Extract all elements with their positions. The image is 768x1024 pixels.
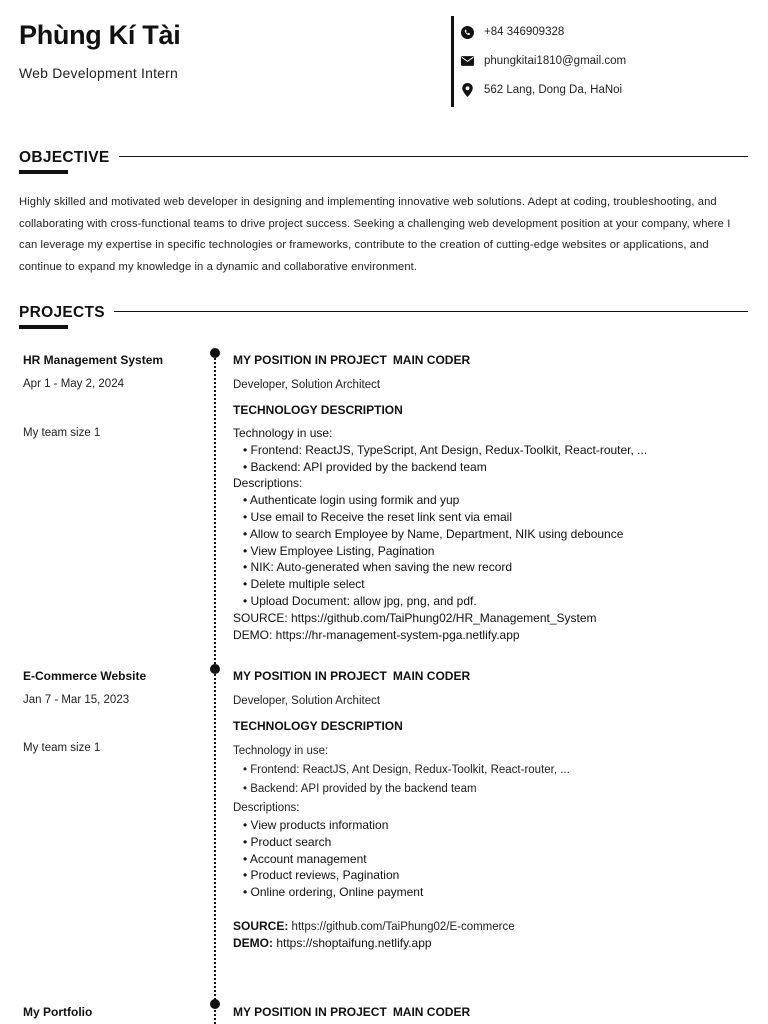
project-name: My Portfolio <box>23 1005 93 1019</box>
tech-description <box>233 425 753 643</box>
project-role: Developer, Solution Architect <box>233 695 381 707</box>
objective-text: Highly skilled and motivated web developer in designing and implementing innovative web solutions. Adept at coding, troubleshooting, and collaborating with cross-functional teams to drive project success. Seeking a challenging web development position at your company, where I can leverage my expertise in specific technologies or frameworks, contribute to the creation of cutting-edge websites or applications, and continue to expand my knowledge in a dynamic and collaborative environment. <box>19 196 731 273</box>
contact-phone-text: +84 346909328 <box>484 26 565 38</box>
position-label: MY POSITION IN PROJECT <box>233 669 387 683</box>
source-link[interactable]: https://github.com/TaiPhung02/E-commerce <box>291 920 515 933</box>
description-item: • Product reviews, Pagination <box>233 867 753 884</box>
phone-icon <box>460 25 474 39</box>
tech-heading: TECHNOLOGY DESCRIPTION <box>233 719 403 733</box>
project-role: Developer, Solution Architect <box>233 379 381 391</box>
tech-in-use-label: Technology in use: <box>233 745 329 757</box>
contact-email-text: phungkitai1810@gmail.com <box>484 55 627 67</box>
timeline-dot <box>210 348 220 358</box>
description-item: • Online ordering, Online payment <box>233 884 753 901</box>
header-divider <box>451 16 454 107</box>
project-date: Apr 1 - May 2, 2024 <box>23 378 124 390</box>
mail-icon <box>460 54 474 68</box>
contact-address <box>460 83 622 97</box>
position-value: MAIN CODER <box>392 353 471 367</box>
objective-heading: OBJECTIVE <box>19 149 110 166</box>
project-date: Jan 7 - Mar 15, 2023 <box>23 694 130 706</box>
project-details <box>233 353 753 643</box>
position-value: MAIN CODER <box>392 669 471 683</box>
source-link[interactable]: SOURCE: https://github.com/TaiPhung02/HR_Management_System <box>233 610 597 625</box>
contact-address-text: 562 Lang, Dong Da, HaNoi <box>484 84 623 96</box>
source-row <box>233 919 753 933</box>
description-item: • View products information <box>233 817 753 834</box>
candidate-role: Web Development Intern <box>19 65 179 81</box>
projects-heading: PROJECTS <box>19 304 105 321</box>
position-label: MY POSITION IN PROJECT <box>233 1005 387 1019</box>
tech-heading: TECHNOLOGY DESCRIPTION <box>233 403 403 417</box>
projects-divider <box>114 311 748 312</box>
location-pin-icon <box>460 83 474 97</box>
position-label: MY POSITION IN PROJECT <box>233 353 387 367</box>
description-item: • Delete multiple select <box>233 576 753 593</box>
position-value: MAIN CODER <box>392 1005 471 1019</box>
project-name: E-Commerce Website <box>23 669 147 683</box>
project-team-size: My team size 1 <box>23 742 101 754</box>
description-item: • Upload Document: allow jpg, png, and pdf. <box>233 593 753 610</box>
tech-in-use-label: Technology in use: <box>233 426 333 440</box>
project-name: HR Management System <box>23 353 164 367</box>
demo-link[interactable]: DEMO: https://hr-management-system-pga.netlify.app <box>233 627 520 642</box>
tech-item: • Frontend: ReactJS, Ant Design, Redux-Toolkit, React-router, ... <box>233 764 753 776</box>
demo-row <box>233 936 753 950</box>
tech-item: • Backend: API provided by the backend team <box>233 783 753 795</box>
position-heading <box>233 1005 753 1019</box>
project-details <box>233 669 753 950</box>
description-item: • Authenticate login using formik and yup <box>233 492 753 509</box>
project-details <box>233 1005 753 1019</box>
timeline-dot <box>210 664 220 674</box>
description-item: • Allow to search Employee by Name, Department, NIK using debounce <box>233 526 753 543</box>
projects-heading-underline <box>19 325 68 329</box>
position-heading <box>233 669 753 683</box>
tech-item: • Frontend: ReactJS, TypeScript, Ant Design, Redux-Toolkit, React-router, ... <box>233 442 753 459</box>
candidate-name: Phùng Kí Tài <box>19 20 181 50</box>
description-item: • Use email to Receive the reset link sent via email <box>233 509 753 526</box>
description-item: • Account management <box>233 851 753 868</box>
description-list <box>233 817 753 901</box>
timeline-dot <box>210 999 220 1009</box>
demo-link[interactable]: https://shoptaifung.netlify.app <box>276 935 432 950</box>
objective-heading-underline <box>19 170 68 174</box>
contact-email <box>460 54 626 68</box>
contact-phone <box>460 25 564 39</box>
position-heading <box>233 353 753 367</box>
description-item: • Product search <box>233 834 753 851</box>
descriptions-label: Descriptions: <box>233 476 303 491</box>
source-label: SOURCE: <box>233 918 289 933</box>
timeline-line <box>214 354 216 1024</box>
demo-label: DEMO: <box>233 935 273 950</box>
tech-item: • Backend: API provided by the backend team <box>233 459 753 476</box>
descriptions-label: Descriptions: <box>233 802 300 814</box>
project-team-size: My team size 1 <box>23 427 101 439</box>
description-item: • View Employee Listing, Pagination <box>233 543 753 560</box>
objective-divider <box>119 156 748 157</box>
description-item: • NIK: Auto-generated when saving the new record <box>233 559 753 576</box>
